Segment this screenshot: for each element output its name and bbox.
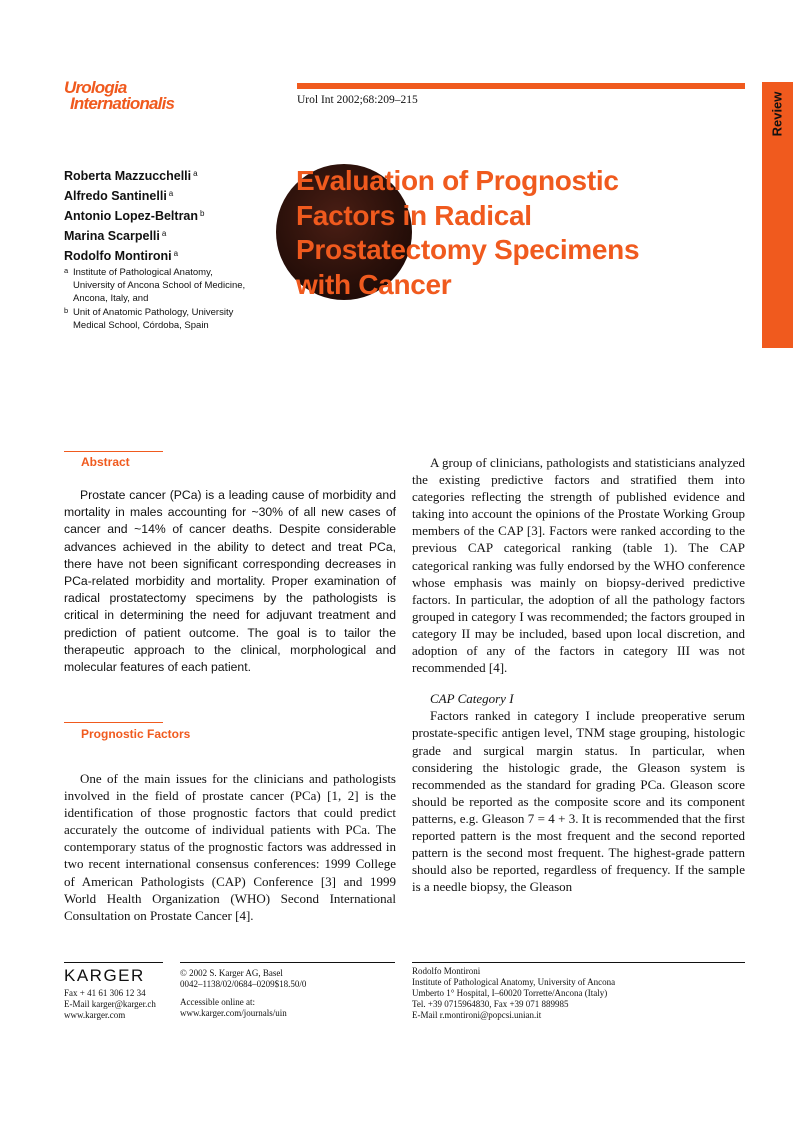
section-tab — [762, 82, 793, 348]
abstract-text: Prostate cancer (PCa) is a leading cause of morbidity and mortality in males accounting for ~30% of all new cases of cancer and ~14% of cancer deaths. Despite considerable advances achieved in the ability to detect and treat PCa, there have not been significant corresponding decreases in PCa-related morbidity and mortality. Proper examination of radical prostatectomy specimens by the pathologists is critical in determining the need for adjuvant treatment and prediction of patient outcome. The goal is to tailor the therapeutic approach to the clinical, morphological and molecular features of each patient. — [64, 488, 396, 675]
abstract-rule — [64, 451, 163, 452]
affiliation: b Unit of Anatomic Pathology, University Medical School, Córdoba, Spain — [64, 305, 234, 331]
footer-rule — [64, 962, 163, 963]
correspondence-address: Rodolfo Montironi Institute of Pathological Anatomy, University of Ancona Umberto 1° Hospital, I–60020 Torrette/Ancona (Italy) Tel. +39 0715964830, Fax +39 071 889985 E-Mail r.montironi@popcsi.unian.it — [412, 966, 616, 1020]
header-accent-bar — [297, 83, 745, 89]
abstract-heading: Abstract — [81, 455, 130, 469]
right-column — [412, 454, 745, 895]
author: Marina Scarpelli $^a$ — [64, 229, 167, 243]
body-paragraph: Factors ranked in category I include preoperative serum prostate-specific antigen level, TNM stage grouping, histologic grade and surgical margin status. In particular, when considering the histologic grade, the Gleason system is recommended as the standard for grading PCa. Gleason score should be reported as the composite score and its component patterns, e.g. Gleason 7 = 4 + 3. It is recommended that the first reported pattern is the most frequent and the second reported pattern is the second most frequent. The highest-grade pattern should also be reported, regardless of frequency. If the sample is a needle biopsy, the Gleason — [412, 708, 745, 895]
publisher-contact: Fax + 41 61 306 12 34 E-Mail karger@karger.ch www.karger.com — [64, 988, 156, 1020]
prognostic-heading: Prognostic Factors — [81, 727, 191, 741]
author-list — [64, 165, 294, 265]
journal-name-line1: Urologia — [64, 78, 127, 97]
author: Roberta Mazzucchelli $^a$ — [64, 169, 198, 183]
article-title: Evaluation of Prognostic Factors in Radical Prostatectomy Specimens with Cancer — [296, 165, 640, 300]
author: Rodolfo Montironi $^a$ — [64, 249, 179, 263]
author: Antonio Lopez-Beltran $^b$ — [64, 209, 205, 223]
publisher-logo: KARGER — [64, 966, 145, 985]
author: Alfredo Santinelli $^a$ — [64, 189, 174, 203]
citation: Urol Int 2002;68:209–215 — [297, 94, 418, 106]
footer-rule — [180, 962, 395, 963]
body-paragraph: A group of clinicians, pathologists and statisticians analyzed the existing predictive factors and stratified them into categories reflecting the strength of published evidence and taking into account the opinions of the Prostate Working Group members of the CAP [3]. Factors were ranked according to the previous CAP categorical ranking (table 1). The CAP categorical ranking was fully endorsed by the WHO conference whose emphasis was mainly on biopsy-derived predictive factors. In particular, the adoption of all the pathology factors grouped in category I was recommended; the factors grouped in category II may be included, based upon local discretion, and adoption of any of the factors in category III was not recommended [4]. — [412, 455, 745, 676]
affiliation: a Institute of Pathological Anatomy, University of Ancona School of Medicine, Ancona, Italy, and — [64, 266, 246, 305]
footer-rule — [412, 962, 745, 963]
affiliation-list — [64, 266, 284, 332]
prognostic-rule — [64, 722, 163, 723]
section-tab-label: Review — [769, 91, 785, 137]
subsection-heading: CAP Category I — [430, 691, 514, 707]
journal-name-line2: Internationalis — [70, 94, 175, 113]
copyright-info: © 2002 S. Karger AG, Basel 0042–1138/02/0684–0209$18.50/0 — [180, 968, 307, 989]
prognostic-text: One of the main issues for the clinicians and pathologists involved in the field of prostate cancer (PCa) [1, 2] is the identification of those prognostic factors that could predict accurately the outcome of individual patients with PCa. The contemporary status of the prognostic factors was addressed in two recent international consensus conferences: 1999 College of American Pathologists (CAP) Conference [3] and 1999 World Health Organization (WHO) Second International Consultation on Prostate Cancer [4]. — [64, 771, 396, 923]
online-access-info: Accessible online at: www.karger.com/journals/uin — [180, 997, 287, 1018]
journal-logo — [64, 80, 184, 112]
